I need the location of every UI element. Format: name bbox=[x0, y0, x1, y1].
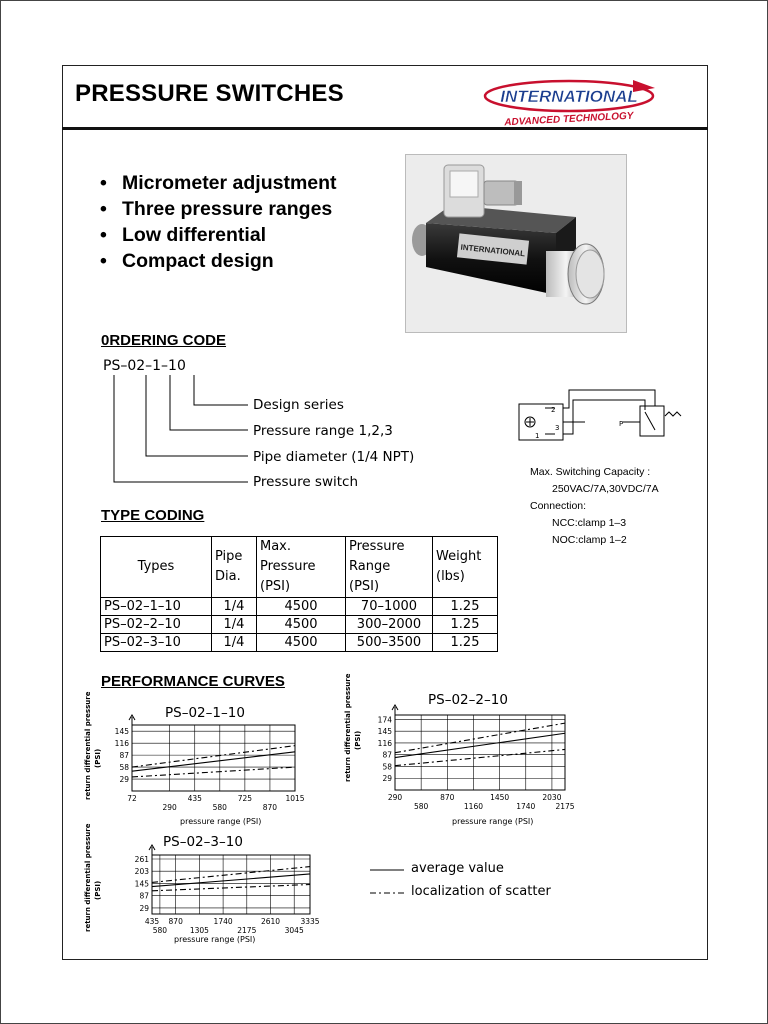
average-line bbox=[395, 733, 565, 757]
table-cell: 4500 bbox=[257, 634, 346, 652]
chart-title: PS–02–1–10 bbox=[165, 705, 245, 721]
y-tick-label: 145 bbox=[114, 727, 129, 737]
y-tick-label: 261 bbox=[134, 855, 149, 865]
table-cell: 1.25 bbox=[433, 598, 498, 616]
legend-swatches bbox=[368, 862, 408, 902]
feature-item: • Three pressure ranges bbox=[100, 196, 337, 222]
feature-item: • Micrometer adjustment bbox=[100, 170, 337, 196]
average-line bbox=[132, 752, 295, 771]
chart-title: PS–02–2–10 bbox=[428, 692, 508, 708]
chart-xlabel: pressure range (PSI) bbox=[174, 935, 256, 944]
table-header-row bbox=[101, 537, 498, 598]
y-tick-label: 174 bbox=[377, 715, 392, 725]
table-cell: 300–2000 bbox=[346, 616, 433, 634]
chart-plot bbox=[80, 700, 310, 830]
ordering-line: Pressure range 1,2,3 bbox=[253, 423, 393, 439]
scatter-bound-line bbox=[395, 723, 565, 753]
ordering-code: PS–02–1–10 bbox=[103, 358, 186, 374]
x-tick-label: 2175 bbox=[237, 926, 257, 935]
x-tick-label: 290 bbox=[162, 803, 177, 812]
table-row bbox=[101, 616, 498, 634]
x-tick-label: 1740 bbox=[516, 802, 536, 811]
product-photo bbox=[405, 154, 627, 333]
chart-ylabel: return differential pressure bbox=[84, 691, 92, 800]
x-tick-label: 2610 bbox=[260, 917, 281, 926]
x-tick-label: 580 bbox=[152, 926, 168, 935]
chart-ylabel: return differential pressure bbox=[344, 673, 352, 782]
feature-list bbox=[100, 170, 337, 274]
schematic-pin: P bbox=[619, 420, 624, 428]
x-tick-label: 1740 bbox=[213, 917, 233, 926]
y-tick-label: 145 bbox=[377, 727, 392, 737]
x-tick-label: 870 bbox=[262, 803, 278, 812]
table-cell: 70–1000 bbox=[346, 598, 433, 616]
table-header-cell: Max. Pressure (PSI) bbox=[257, 537, 346, 598]
table-cell: 1.25 bbox=[433, 634, 498, 652]
switching-capacity-label: Max. Switching Capacity : bbox=[530, 466, 651, 478]
x-tick-label: 290 bbox=[387, 793, 403, 802]
chart-ylabel: return differential pressure bbox=[84, 823, 92, 932]
y-tick-label: 87 bbox=[119, 751, 129, 761]
schematic-pin: 2 bbox=[551, 406, 556, 414]
y-tick-label: 29 bbox=[382, 774, 392, 784]
x-tick-label: 580 bbox=[212, 803, 227, 812]
table-cell: PS–02–1–10 bbox=[101, 598, 212, 616]
y-tick-label: 203 bbox=[134, 867, 149, 877]
connection-label: Connection: bbox=[530, 500, 587, 512]
x-tick-label: 3335 bbox=[300, 917, 320, 926]
chart-ylabel-unit: (PSI) bbox=[94, 748, 102, 768]
chart-title: PS–02–3–10 bbox=[163, 834, 243, 850]
x-tick-label: 870 bbox=[168, 917, 183, 926]
chart-ps-02-3-10 bbox=[80, 823, 330, 950]
x-tick-label: 435 bbox=[144, 917, 160, 926]
table-cell: PS–02–3–10 bbox=[101, 634, 212, 652]
table-header-cell: Types bbox=[101, 537, 212, 598]
x-tick-label: 870 bbox=[440, 793, 455, 802]
x-tick-label: 1450 bbox=[490, 793, 510, 802]
y-tick-label: 58 bbox=[119, 763, 129, 773]
table-cell: 1/4 bbox=[212, 616, 257, 634]
x-tick-label: 2030 bbox=[542, 793, 562, 802]
x-tick-label: 3045 bbox=[284, 926, 304, 935]
chart-ylabel-unit: (PSI) bbox=[354, 730, 362, 750]
ordering-line: Pressure switch bbox=[253, 474, 359, 490]
logo-brand-text: INTERNATIONAL bbox=[500, 87, 638, 106]
feature-item: • Low differential bbox=[100, 222, 337, 248]
x-tick-label: 1015 bbox=[285, 794, 305, 803]
table-cell: 1/4 bbox=[212, 634, 257, 652]
ordering-line: Pipe diameter (1/4 NPT) bbox=[253, 449, 415, 465]
y-tick-label: 116 bbox=[377, 738, 392, 748]
chart-ylabel-unit: (PSI) bbox=[94, 880, 102, 900]
performance-heading: PERFORMANCE CURVES bbox=[101, 673, 285, 690]
chart-ps-02-2-10 bbox=[340, 673, 580, 830]
y-tick-label: 29 bbox=[139, 903, 149, 913]
connection-ncc: NCC:clamp 1–3 bbox=[552, 517, 627, 529]
switching-capacity-value: 250VAC/7A,30VDC/7A bbox=[552, 483, 659, 495]
table-cell: 500–3500 bbox=[346, 634, 433, 652]
y-tick-label: 87 bbox=[382, 750, 392, 760]
table-header-cell: Weight (lbs) bbox=[433, 537, 498, 598]
feature-item: • Compact design bbox=[100, 248, 337, 274]
wiring-schematic bbox=[515, 386, 685, 446]
y-tick-label: 145 bbox=[134, 879, 149, 889]
x-tick-label: 2175 bbox=[555, 802, 575, 811]
legend-average: average value bbox=[411, 861, 504, 876]
x-tick-label: 580 bbox=[413, 802, 429, 811]
type-coding-table bbox=[100, 536, 498, 652]
table-row bbox=[101, 634, 498, 652]
table-cell: 1.25 bbox=[433, 616, 498, 634]
chart-frame bbox=[132, 725, 295, 791]
logo-tagline-text: ADVANCED TECHNOLOGY bbox=[504, 110, 634, 129]
chart-xlabel: pressure range (PSI) bbox=[180, 817, 262, 826]
brand-logo bbox=[483, 74, 661, 130]
product-label-text: INTERNATIONAL bbox=[460, 242, 526, 259]
type-coding-heading: TYPE CODING bbox=[101, 507, 205, 524]
x-tick-label: 72 bbox=[127, 794, 137, 803]
x-tick-label: 1305 bbox=[189, 926, 209, 935]
legend-scatter: localization of scatter bbox=[411, 884, 551, 899]
y-tick-label: 58 bbox=[382, 762, 392, 772]
ordering-code-leaders bbox=[100, 375, 260, 490]
table-header-cell: Pipe Dia. bbox=[212, 537, 257, 598]
schematic-pin: 1 bbox=[535, 432, 540, 440]
y-tick-label: 116 bbox=[114, 739, 129, 749]
x-tick-label: 435 bbox=[187, 794, 202, 803]
y-tick-label: 87 bbox=[139, 891, 149, 901]
table-cell: 4500 bbox=[257, 598, 346, 616]
connection-noc: NOC:clamp 1–2 bbox=[552, 534, 627, 546]
x-tick-label: 725 bbox=[237, 794, 253, 803]
ordering-line: Design series bbox=[253, 397, 344, 413]
chart-ps-02-1-10 bbox=[80, 691, 310, 830]
page-title: PRESSURE SWITCHES bbox=[75, 80, 344, 107]
y-tick-label: 29 bbox=[119, 775, 129, 785]
table-cell: 1/4 bbox=[212, 598, 257, 616]
schematic-pin: 3 bbox=[555, 424, 560, 432]
chart-plot bbox=[340, 690, 580, 830]
x-tick-label: 1160 bbox=[463, 802, 484, 811]
table-header-cell: Pressure Range (PSI) bbox=[346, 537, 433, 598]
scatter-bound-line bbox=[132, 746, 295, 767]
chart-xlabel: pressure range (PSI) bbox=[452, 817, 534, 826]
chart-frame bbox=[395, 715, 565, 790]
table-cell: PS–02–2–10 bbox=[101, 616, 212, 634]
table-cell: 4500 bbox=[257, 616, 346, 634]
ordering-code-heading: 0RDERING CODE bbox=[101, 332, 227, 349]
scatter-bound-line bbox=[395, 749, 565, 765]
table-row bbox=[101, 598, 498, 616]
chart-plot bbox=[80, 830, 330, 950]
